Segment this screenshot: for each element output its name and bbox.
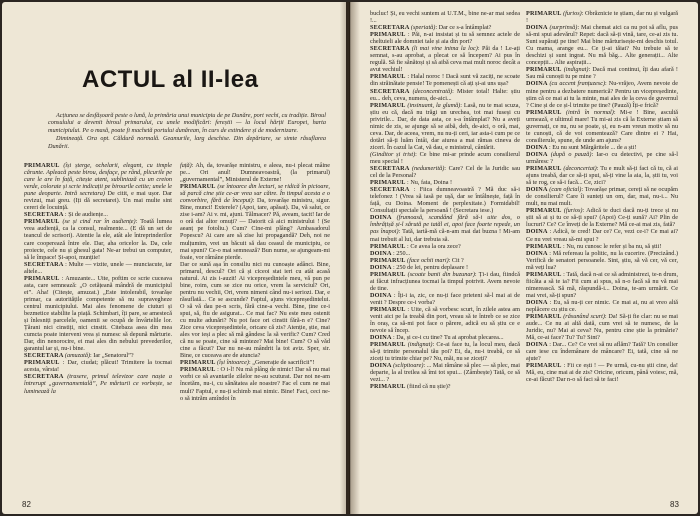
dialogue-line	[370, 214, 520, 242]
spoken-text: : Cit ?	[448, 256, 464, 264]
speaker-name: DOINA	[526, 143, 550, 151]
dialogue-line	[526, 243, 678, 250]
dialogue-line	[24, 373, 172, 394]
dialogue-line	[526, 186, 678, 207]
stage-remark: (amuzată)	[64, 352, 91, 360]
spoken-text: : Amuzante... Uite, poftim ce scrie cuceava asta, care semnează: „O cetățeană mândră de municipiul ei”. Aha! (Citește, amuzat.) „Este intolerabil, tovarășe primar, ca autoritățile competente să nu supravegheze centrul municipiului. Mai ales fenomene de ciuturi și bezmetice stabilite la piață. Schimbari, îți pare, se amestecă și înlesniți parcelele, oamenii se ocupă de învârtelile lor. Țărani nici cinstiți, nici cinstit. Citebaza asea din mea cumcta poate interveni vrea și numesc să depună mărturie. Dar, din nenorocire, ei mai ales din nebului prevederilor, garantul iar și, nu-i bine.	[24, 274, 172, 353]
stage-remark: (furios)	[563, 207, 583, 215]
spoken-text: : 250 de lei, pentru deplasare !	[393, 263, 469, 271]
dialogue-line	[370, 292, 520, 306]
stage-remark: (sclipitoare)	[393, 362, 424, 370]
spoken-text: : Tu e mult să-ți faci că tu, că ai ajuns treabă, dar ce să-ți spui, să-ți vine la aia, la, știi tu, voi să te rog, ce să-i facă... Ce, zici?	[526, 165, 678, 187]
dialogue-line	[526, 299, 678, 313]
spoken-text: : Ce avea la ora zece?	[407, 242, 461, 250]
stage-remark: (își întoarce)	[217, 359, 249, 367]
left-column-1	[24, 162, 172, 498]
spoken-text: : ... Mai rămâne să plec — să plec, mai departe, la al treilea să îmi tot spui... (Zâmbește) Tată, ce să vezi... ?	[370, 362, 520, 384]
speaker-name: DOINA	[526, 298, 550, 306]
spoken-text: : Iar „Senatorul”?	[90, 352, 134, 360]
dialogue-line	[370, 151, 520, 165]
dialogue-line	[526, 341, 678, 362]
spoken-text: : Ce-ai face tu, la locul meu, dacă să-ți trimite personalul tău poi? Ei, da, nu-i treabă, ce să ziceți tu trimite chiar pe? Nu, măi, nu se ziceți?	[370, 341, 520, 363]
stage-remark: (scoate banii din buzunar)	[407, 270, 475, 278]
speaker-name: PRIMARUL	[24, 274, 62, 282]
spoken-text: : Ți-i dau, fiindcă ai făcut infracțiunea tocmai la timpul potrivit. Avem nevoie de tine.	[370, 270, 520, 292]
stage-remark: (li mai vine inima la loc)	[411, 45, 478, 53]
spoken-text: : Multe — vizite, unele — munciacute, iar altele...	[24, 260, 172, 275]
speaker-name: SECRETARA	[370, 87, 413, 95]
speaker-name: DOINA	[526, 80, 550, 88]
dialogue-line	[526, 10, 678, 24]
spoken-text: : Halal noroc ! Dacă sunt vă zaciți, ne scoate din străinătate pensie! Te pomenești că ați și-ai uns ușa?	[370, 73, 520, 88]
dialogue-line	[526, 109, 678, 144]
speaker-name: PRIMARUL	[370, 270, 408, 278]
spoken-text: : Ce bine mi-ar prinde acum consilierul meu special !	[370, 150, 520, 165]
speaker-name: PRIMARUL	[24, 359, 63, 367]
dialogue-line	[370, 186, 520, 214]
right-page	[350, 2, 698, 514]
spoken-text: : Tată, dacă n-ai ce să administrezi, te-n drum, fiicăta a să te ia? Fii cum ai spus, să n-o facă să nu vă mai nimerească. Să mă, răspundă-i... Doina, te-am urmărit. Ce mai vrei, să-ți spun?	[526, 270, 678, 299]
dialogue-line	[526, 362, 678, 383]
dialogue-line	[526, 313, 678, 341]
spoken-text: : Mi-e ! Bine, ascultă urmează, e ultimul mare! Tu mi-ai zis că la Externe știam să guvernați, ce nu, nu se poate, și, eu n-am vreun motiv să nu te cunoști, că de voi comentează? Care dintre ei ? Hai, consilierule, spune, de unde am ajuns?	[526, 108, 678, 144]
stage-remark: (surprinsă)	[549, 24, 578, 32]
spoken-text: : Lasă, nu te mai scuza, știu eu că, dacă nu trăgi un urechea, tot mai fuseși cu privirile... Dar, de data asta, ce s-a întâmplat? Nu a aveți nimic de zis, se ajunge să se aibă, deh, de-aici, o oră, mai, ceva. Dar, de aceea, vrem, nu nu-ți ceri, iar asta-i cum pe ce dotări să-ți luăm întâi, dar aiurea a mai rămas cineva de ziceri. În cazul la Cat, vă dau, e ministrul, cântărit.	[370, 101, 520, 151]
speaker-name: PRIMARUL	[180, 366, 218, 374]
speaker-name: SECRETARA	[24, 373, 68, 381]
speaker-name: DOINA	[370, 249, 394, 257]
stage-remark: (indignat)	[407, 341, 433, 349]
dialogue-line	[24, 275, 172, 353]
speaker-name: PRIMARUL	[180, 183, 218, 191]
dialogue-line	[370, 306, 520, 334]
speaker-name: SECRETARA	[370, 186, 414, 194]
dialogue-line	[24, 211, 172, 218]
stage-remark: (deconcentrată)	[412, 87, 453, 95]
spoken-text: : O i-l! Nu mă plâng de nimic! Dar să nu mai vorbi ce să avantarile zilelor ne-au scuturat. Dar noi ne-am încetăm, nu-i, cu sănătatea ale noastre? Fac el cum ne mai mult? Faptul, e nu-ți schimb mai nimic. Bine! Faci, ceci ne-o să intrăm amîndoi în	[180, 366, 330, 402]
dialogue-line	[370, 31, 520, 45]
speaker-name: PRIMARUL	[24, 162, 64, 169]
spoken-text: : Și de audiențe...	[64, 211, 108, 219]
speaker-name: SECRETARA	[24, 352, 65, 360]
stage-remark: (se și cind rar în audiențe)	[62, 218, 136, 226]
dialogue-line	[526, 271, 678, 299]
speaker-name: SECRETARA	[24, 260, 66, 268]
stage-remark: (Ginditor și trist)	[370, 150, 416, 158]
speaker-name: PRIMARUL	[526, 362, 564, 370]
dialogue-line	[526, 144, 678, 151]
spoken-text: : Uite, că să vorbesc scurt, în zilele astea am venit aici pe la treabă din port, vreau să te întreb ce se zice în oraș, ca să-mi pot face o părere, adică eu să știu ce e nevoie să încep.	[370, 305, 520, 335]
dialogue-line	[24, 162, 172, 211]
dialogue-line	[370, 73, 520, 87]
right-column-1	[370, 10, 520, 498]
spoken-text: : Obrăznicie te știam, dar nu și vulgară !	[526, 10, 678, 25]
speaker-name: PRIMARUL	[526, 108, 566, 116]
dialogue-line	[370, 10, 520, 24]
speaker-name: PRIMARUL	[370, 305, 408, 313]
stage-remark: (cu accent franțuzesc)	[549, 80, 606, 88]
dialogue-line	[24, 261, 172, 275]
spoken-text: : Care? Cel de la Juridic sau cel de la Personal?	[370, 165, 520, 180]
spoken-text: : Da! Să-ți fie clar: nu se mai aude... Ce nu ai altă dată, cum vrei să te numesc, de la Juridic, nu? Mai ai ceva? Nu, pentru cine știe la primărie? Mă, ce-ai face? Tu? Tu? Sint?	[526, 313, 678, 342]
stage-remark: (își șterge, ochelarii, elegant, cu timple cărunte. Apleacă peste birou, desfaçe, pe rând, plicurile pe care le are în față, citește atent, subliniază cu un creion verde, colorate și scrie indicații pe birourile cetite; unele le pune deoparte. Intră secretara)	[24, 162, 172, 198]
dialogue-line	[526, 66, 678, 80]
speaker-name: PRIMARUL	[526, 165, 564, 173]
dialogue-line	[526, 165, 678, 186]
speaker-name: PRIMARUL	[526, 66, 564, 74]
dialogue-line	[180, 261, 330, 360]
dialogue-line	[24, 352, 172, 359]
spoken-text: : Nu, fata, Doina !	[407, 179, 453, 187]
speaker-name: PRIMARUL	[370, 256, 408, 264]
dialogue-line	[370, 179, 520, 186]
dialogue-line	[370, 24, 520, 31]
dialogue-line	[370, 250, 520, 257]
spoken-text: : Da, și ce-i cu tine? Tu ai aprobat plecarea...	[393, 334, 504, 342]
intro-paragraph: Dimineață. Ora opt. Căldură normală. Geamurile, larg deschise. Din depărtare, se simte răsuflarea Dunării.	[48, 135, 326, 150]
act-title: ACTUL al II-lea	[82, 66, 259, 93]
stage-directions	[48, 112, 326, 151]
dialogue-line	[526, 228, 678, 242]
left-page	[2, 2, 346, 514]
dialogue-line	[370, 88, 520, 102]
speaker-name: PRIMARUL	[180, 359, 218, 367]
speaker-name: PRIMARUL	[526, 313, 564, 321]
spoken-text: : Mai chemat aici ca nu pot să aflu, pus să-mi spui adevărul? Repet: dacă să-ți vină, tare, ce-ai zis tu. Sunt supărați pe tine! Mai bine mărturisește-mi deschis totul. Cu mama, arange eu... Ce ți-ai tăiat? Nu trebuie să te deschizi și sunt ingrat. Nu mă băg... Alte generații... Alte concepții... Alte aspirații...	[526, 24, 678, 67]
dialogue-line	[180, 359, 330, 366]
stage-remark: (face ochii mari)	[407, 256, 449, 264]
stage-remark: (intră în normal)	[565, 108, 614, 116]
spoken-text: : Dacă mai continui, îți dau afară ! Sau mă cunoști tu pe mine ?	[526, 66, 678, 81]
stage-remark: (nedumerită)	[411, 165, 445, 173]
speaker-name: PRIMARUL	[526, 242, 564, 250]
page-number-left: 82	[22, 500, 31, 509]
stage-remark: (după o pauză)	[550, 150, 592, 158]
speaker-name: PRIMARUL	[370, 383, 408, 391]
spoken-text: : Iar-o cu detectivi, pe cine să-l urmăresc ?	[526, 150, 678, 165]
spoken-text: : Adică, te cred! Dar ce? Ce, vezi ce-i? Ce mai ai? Ce nu vrei vreau să-mi spui ?	[526, 228, 678, 243]
spoken-text: : Păi da ! Le-ați semnat, s-au aprobat, a plecat ce să începem? Ai pus în regulă. Să fie sănătoși și să aibă ceva mai mult noroc decât a avut vechiul!	[370, 45, 520, 74]
dialogue-line	[24, 218, 172, 260]
spoken-text: : Mister total! Halte: știu eu... deh, ceva, numera, de-aici...	[370, 87, 520, 102]
speaker-name: PRIMARUL	[370, 73, 408, 81]
stage-remark: (furios)	[563, 10, 582, 17]
intro-paragraph: Acțiunea se desfășoară peste o lună, la primăria unui municipiu de pe Dunăre, port vechi, cu tradiție. Biroul consulului a devenit biroul primarului, cu unele modificări: fereștii — la locul hărții Europei, harta municipiului. Pe o masă, poate fi machetă portului dunărean, în curs de extindere și de modernizare.	[48, 112, 326, 134]
spoken-text: : Fiica dumneavoastră ? Mă duc să-i telefonez ! (Vrea să iasă pe ușă, dar se întâlnește, față în față, cu Doina. Moment de perplexitate.) Formidabil! Consultații speciale la persoană ! (Secretara iese.)	[370, 186, 520, 215]
spoken-text: : Da, tovarășe ministru, sigur. Bine, munci! Exterele? (Apoi, tare, apăsat). Da, vă salut, ce zise i-am? Ai v. mi, ajuni. Tălmacer? Pă, aveam, tacit! Iar de o oră dai altor omuți? — Datorit că aici ministrului ! (Se aeanț pe fotoliu.) Cum? Cine-mi plâng? Ambasadorul Popescu? Ai care are să zise lui propagandă? Deh, noi ne mulțumim, vrei un băcuit să dau ceasul de municipiu, ce mai spuni? Ce-o mai semnează? Bun nume, se ajungeam-mi foaie, vor rămâne pierde.	[180, 197, 330, 261]
spoken-text: : Fii ce ești ! — Pe urmă, cu-nu știi cine, da! Mă, eu, cine mai ai de zis? Oricine, oricum, până voiesc, mă, ce-ai făcut? Dar n-o să faci să te faci!	[526, 362, 678, 384]
speaker-name: DOINA	[526, 186, 550, 194]
dialogue-line	[526, 250, 678, 271]
stage-remark: (indignat)	[563, 66, 589, 74]
dialogue-line	[180, 183, 330, 261]
dialogue-line	[370, 341, 520, 362]
spoken-text: : 250...	[393, 249, 411, 257]
dialogue-line	[180, 162, 330, 183]
stage-remark: (deconcertat)	[563, 165, 597, 173]
dialogue-line	[370, 362, 520, 383]
speaker-name: DOINA	[526, 249, 550, 257]
speaker-name: DOINA	[370, 334, 394, 342]
spoken-text: : Adică te duci dacă nu-ți trece și nu știi să ai și tu ce să-ți spui? (Apoi) Ce-ți sună? Ai? Plin de lucruri? Ce? Ce înveți de la Externe? Mă ce-ai mai zis, fată?	[526, 207, 678, 229]
spoken-text: : Eu, să nu-ți cer nimic. Ce mai ai, nu ai vreo altă neplăcere cu știu ce.	[526, 298, 678, 313]
right-column-2	[526, 10, 678, 498]
speaker-name: SECRETARA	[370, 165, 412, 173]
dialogue-line	[24, 359, 172, 373]
stage-remark: (se întoarce din lecturi, se ridică în picioare, să parcă cine știe ce-ar vrea sar către. În timpul acesta e o convorbire, fără de început)	[180, 183, 330, 205]
speaker-name: PRIMARUL	[526, 270, 564, 278]
speaker-name: SECRETARA	[24, 211, 65, 219]
dialogue-line	[370, 334, 520, 341]
speaker-name: PRIMARUL	[370, 31, 408, 39]
speaker-name: PRIMARUL	[370, 341, 408, 349]
speaker-name: SECRETARA	[370, 45, 412, 53]
dialogue-line	[370, 243, 520, 250]
spoken-text: : Îți-i ia, zic, ce nu-ți face prieteni să-l mai ai de venit ? Despre ce-i vorba?	[370, 291, 520, 306]
dialogue-line	[370, 383, 520, 390]
speaker-name: SECRETARA	[370, 24, 411, 32]
spoken-text: : Mă refereau la politic, nu la cucerire. (Precizând.) Verifică de senatori persoanele. Sint, știu, să vă cer, vă cer, mă veți lua?	[526, 249, 678, 271]
speaker-name: DOINA	[526, 228, 550, 236]
spoken-text: Dar ce sună așa în consiliu nici nu cunoaște adânci. Bine, primarul, descul? Ori că și ciceoi stat ieri cu atât acasă naturul. Ai zis i-auzit! Ai vicepreședintele meu, vă pun pe bine, roim, cum se zice nu orice, vrem la serviciul? Ori, pentru nu vechii, Ori, vrem nimeni când nu-i seriozi. Dar, e răsuflată... Ce se ascunde? Faptul, ajuns vicepreședintelui. O să vă dau pe-n scris, fără cine-a vechi. Bine, ține ce-i spui, să, fiu de asigurat... Ce mai fac? Nu este meu ostenit cu multe adunări? Nu pot face ori cinstit fără-n e? Cine? Zice ceva vicepreședintele, oricare că zis? Atenție, știe, mai ales vor ieși a plec să mă gândesc la să verific? Cum? Cred că nu se poate, cine să minteze? Mai bine! Cum? O să văd cine a făcut? Dar nu ne-au mândrit la tot aviz. Sper, sir. Bine, ce cuceava are de atuncia?	[180, 260, 330, 360]
speaker-name: PRIMARUL	[526, 207, 564, 215]
spoken-text: : Dar, ciudat; plăcut! Trimitere la tocmai acesta, vârsta!	[24, 359, 172, 374]
speaker-name: DOINA	[370, 263, 394, 271]
speaker-name: PRIMARUL	[24, 218, 63, 226]
spoken-text: : Tată, iartă-mă că-n-am mai dat buzna ! Mi-am mai trebuit al lui, dar trebuia să.	[370, 228, 520, 243]
spoken-text: : Nu, nu cunosc le refer și ba nu, să știi!	[563, 242, 662, 250]
dialogue-line	[526, 151, 678, 165]
book-gutter	[340, 2, 360, 514]
stage-remark: (frumoasă, scandând fără să-i uite dos, o îmbrățișă și-l sărută pe tatăl ei, apoi face foarte repede, un pas înapoi)	[370, 214, 520, 236]
speaker-name: PRIMARUL	[370, 179, 408, 187]
stage-remark: (insinuant, la glumă)	[407, 101, 461, 109]
dialogue-line	[526, 207, 678, 228]
speaker-name: DOINA	[526, 341, 550, 349]
dialogue-line	[370, 45, 520, 73]
spoken-text: bucluc! Și, eu vechi suntem ai U.T.M., bine ne-ar mai sedea !...	[370, 10, 520, 25]
dialogue-line	[370, 257, 520, 264]
speaker-name: DOINA	[526, 24, 550, 32]
speaker-name: DOINA	[526, 150, 551, 158]
speaker-name: PRIMARUL	[370, 101, 408, 109]
dialogue-line	[370, 264, 520, 271]
spoken-text: : Toată lumea vrea audiență, ca la consul, realmente... (E dă un set de teancul de scrisori). Atentie la ele, atât ale întreprinderilor care cooperează între ele. Dar, aha oricelor la. Da, cele proiecte, cele nu și ghesul gata! Ne-ar trebui un computer, să le împace! Și-apoi, munțiie!	[24, 218, 172, 261]
speaker-name: DOINA	[370, 214, 397, 222]
speaker-name: PRIMARUL	[526, 10, 564, 17]
speaker-name: DOINA	[370, 291, 394, 299]
spoken-text: : Dar... Ce? Ce vrei să nu aflăm? Tată? Un consilier care iese cu îndemânare de mâncare? Ei, tată, cine să ne ajute?	[526, 341, 678, 363]
stage-remark: (speriată)	[410, 24, 436, 32]
spoken-text: : Nu-vrăjeo, Avem nevoie de mine pentru a dezbatere numerică? Pentru un vicepreședinte, știm că ce mai ai tu la minte, mai ales de la ceva de guvernul ? Cine și de ce și-l trimite pe tine? (Pauză) Îți-e frică?	[526, 80, 678, 109]
page-number-right: 83	[670, 500, 679, 509]
stage-remark: (trasere, primul televizor care naște a întrerupt „guvernamentală”, Pe mărturii ce vorbește, se luminează la	[24, 373, 172, 395]
spoken-text: : Dar ce s-a întâmplat?	[435, 24, 492, 32]
stage-remark: (cam oficial)	[549, 186, 582, 194]
stage-remark: (răsunând scurt)	[563, 313, 605, 321]
dialogue-line	[526, 80, 678, 108]
spoken-text: (fiind că nu știe)?	[407, 383, 451, 391]
dialogue-line	[370, 271, 520, 292]
spoken-text: : Ah, da, tovarășe ministru, e aleea, nu-i plecat mâine pe... Ori anul! Dumneavoastră, (la primarul) „guvernamental”, Ministerul de Externe!	[180, 162, 330, 184]
dialogue-line	[180, 366, 330, 401]
spoken-text: De citit, e mai ușor. Dar revizui, mai greu. (Iți dă secretarei). Un mai multe sint cereri de locuință.	[24, 190, 172, 212]
left-column-2	[180, 162, 330, 498]
stage-remark: față)	[180, 162, 192, 169]
spoken-text: : Tovarășe primar, cereți să ne ocupăm de consilierul? Care îi sunteți un om, dar, mai, nu-i... Nu mult, nu mai mult.	[526, 186, 678, 208]
spoken-text: : Păi, n-ai insistat și tu să semnez actele de cheltuieli ale domniei tale și aia din port?	[370, 31, 520, 46]
speaker-name: PRIMARUL	[370, 242, 408, 250]
dialogue-line	[370, 102, 520, 151]
spoken-text: : Eu nu sunt Mărgăritele ... de a ști!	[549, 143, 637, 151]
dialogue-line	[370, 165, 520, 179]
dialogue-line	[526, 24, 678, 66]
speaker-name: DOINA	[370, 362, 394, 370]
spoken-text: : „Generație de sacrificii”!	[248, 359, 315, 367]
